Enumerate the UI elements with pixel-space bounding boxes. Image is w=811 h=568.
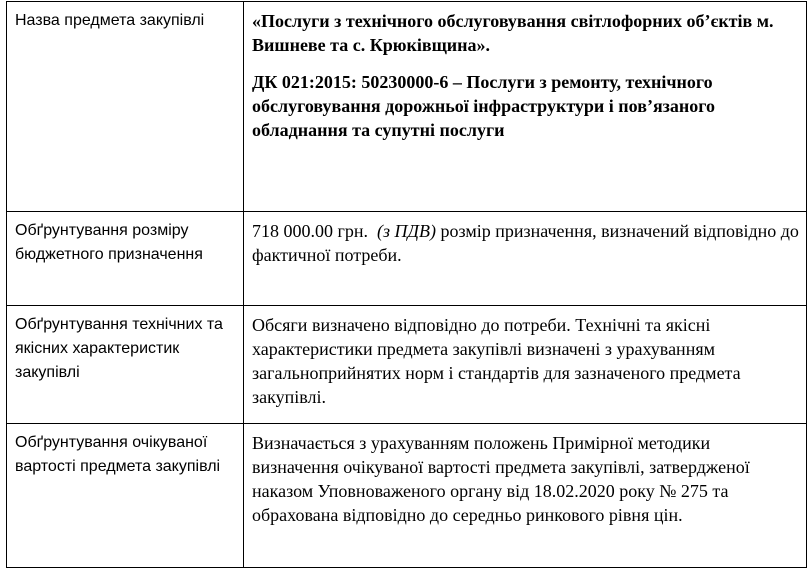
table-row: [7, 306, 807, 424]
subject-title: «Послуги з технічного обслуговування світлофорних об’єктів м. Вишневе та с. Крюківщина».: [252, 11, 774, 55]
budget-justification-label: [7, 212, 244, 306]
row-label: Обґрунтування технічних та якісних характеристик закупівлі: [15, 316, 223, 381]
table-row: [7, 2, 807, 212]
subject-classification: ДК 021:2015: 50230000-6 – Послуги з ремонту, технічного обслуговування дорожньої інфраструктури і пов’язаного обладнання та супутні послуги: [252, 72, 716, 140]
budget-justification-value: [244, 212, 807, 306]
row-label: Обґрунтування розміру бюджетного призначення: [15, 222, 203, 263]
vat-note: (з ПДВ): [377, 221, 436, 241]
row-label: Назва предмета закупівлі: [15, 12, 205, 29]
table-row: [7, 424, 807, 568]
expected-cost-value: [244, 424, 807, 568]
table-row: [7, 212, 807, 306]
row-label: Обґрунтування очікуваної вартості предмета закупівлі: [15, 434, 221, 475]
expected-cost-label: [7, 424, 244, 568]
expected-cost-text: Визначається з урахуванням положень Примірної методики визначення очікуваної вартості предмета закупівлі, затвердженої наказом Уповноваженого органу від 18.02.2020 року № 275 та обрахована відповідно до середньо ринкового рівня цін.: [252, 433, 750, 525]
technical-characteristics-label: [7, 306, 244, 424]
procurement-subject-value: [244, 2, 807, 212]
procurement-subject-label: [7, 2, 244, 212]
budget-amount: 718 000.00 грн.: [252, 221, 369, 241]
budget-description: розмір призначення, визначений відповідно до фактичної потреби.: [252, 221, 799, 265]
technical-characteristics-text: Обсяги визначено відповідно до потреби. Технічні та якісні характеристики предмета закупівлі визначені з урахуванням загальноприйнятих норм і стандартів для зазначеного предмета закупівлі.: [252, 315, 741, 407]
procurement-table: [6, 1, 807, 568]
technical-characteristics-value: [244, 306, 807, 424]
